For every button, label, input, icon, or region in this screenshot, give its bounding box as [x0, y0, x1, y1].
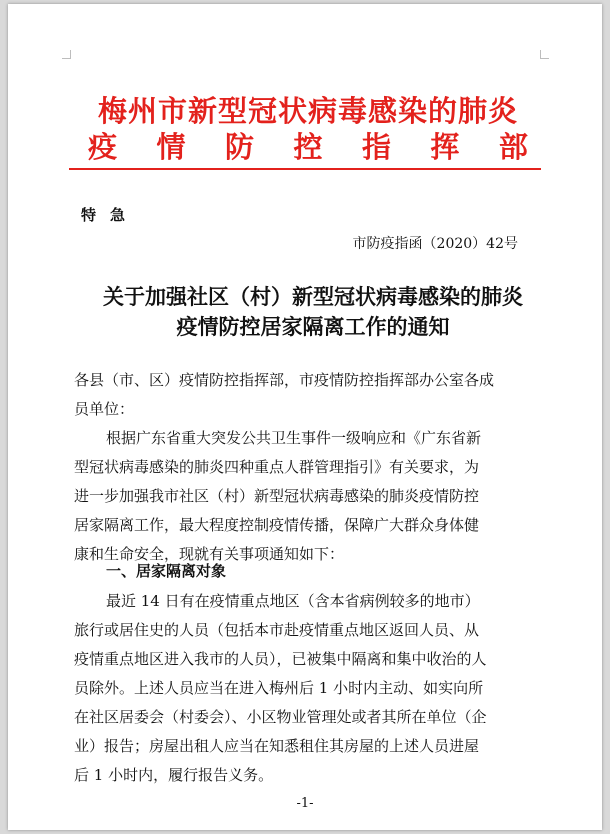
document-page: [8, 4, 602, 830]
paragraph-line: 业）报告；房屋出租人应当在知悉租住其房屋的上述人员进屋: [74, 737, 480, 755]
paragraph-line: 居家隔离工作，最大程度控制疫情传播，保障广大群众身体健: [74, 516, 480, 534]
header-char: 防: [224, 130, 254, 164]
header-char: 情: [156, 130, 186, 164]
paragraph-line: 疫情重点地区进入我市的人员），已被集中隔离和集中收治的人: [74, 650, 487, 668]
addressee-line: 员单位：: [74, 400, 135, 418]
header-char: 疫: [88, 130, 118, 164]
header-char: 控: [293, 130, 323, 164]
paragraph-line: 型冠状病毒感染的肺炎四种重点人群管理指引》有关要求，为: [74, 458, 480, 476]
page-number: -1-: [296, 796, 314, 811]
paragraph-line: 最近 14 日有在疫情重点地区（含本省病例较多的地市）: [106, 592, 480, 610]
paragraph-line: 在社区居委会（村委会）、小区物业管理处或者其所在单位（企: [74, 708, 487, 726]
crop-mark-top-right: [540, 50, 549, 59]
paragraph-line: 旅行或居住史的人员（包括本市赴疫情重点地区返回人员、从: [74, 621, 480, 639]
addressee-line: [74, 366, 548, 395]
header-title-line2: [78, 128, 538, 166]
header-char: 指: [361, 130, 391, 164]
document-title-line1: 关于加强社区（村）新型冠状病毒感染的肺炎: [103, 284, 523, 309]
document-number: 市防疫指函（2020）42号: [352, 236, 518, 252]
paragraph-line: 根据广东省重大突发公共卫生事件一级响应和《广东省新: [106, 429, 482, 447]
urgency-label: 特急: [81, 206, 140, 224]
crop-mark-top-left: [62, 50, 71, 59]
header-char: 挥: [430, 130, 460, 164]
paragraph-line: 员除外。上述人员应当在进入梅州后 1 小时内主动、如实向所: [74, 679, 484, 697]
document-title-line2: 疫情防控居家隔离工作的通知: [176, 314, 450, 339]
addressee-text: 各县（市、区）疫情防控指挥部，市疫情防控指挥部办公室各成: [74, 371, 495, 389]
paragraph-line: 后 1 小时内，履行报告义务。: [74, 766, 274, 784]
header-divider-rule: [69, 168, 541, 170]
header-char: 部: [498, 130, 528, 164]
paragraph-line: 康和生命安全，现就有关事项通知如下：: [74, 545, 345, 563]
section-heading: 一、居家隔离对象: [106, 562, 227, 580]
paragraph-line: 进一步加强我市社区（村）新型冠状病毒感染的肺炎疫情防控: [74, 487, 480, 505]
header-title-line1: 梅州市新型冠状病毒感染的肺炎: [97, 94, 518, 128]
